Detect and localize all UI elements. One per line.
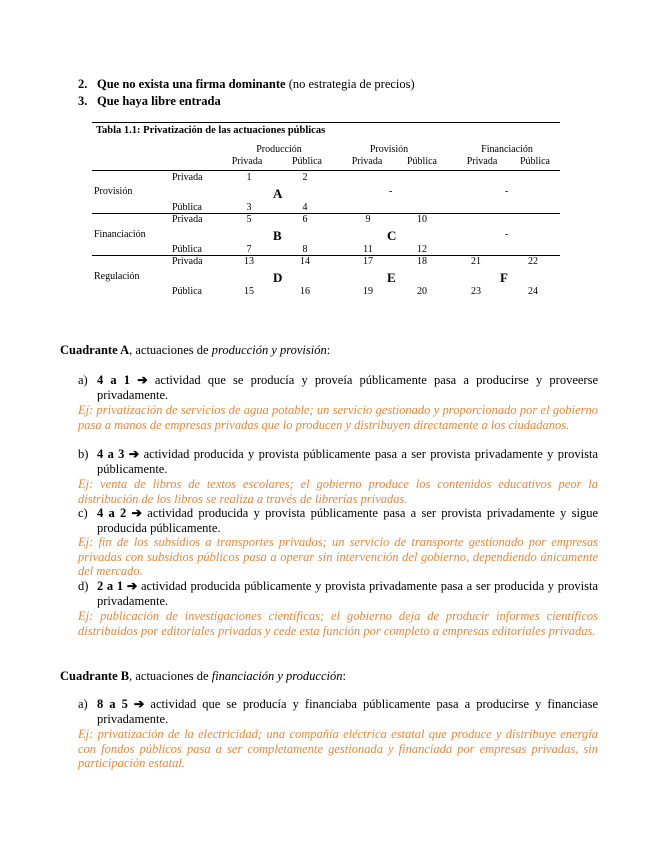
example-text: Ej: venta de libros de textos escolares; el gobierno produce los contenidos educativos peor la distribución de los libros se realiza a través de librerías privadas. xyxy=(78,477,598,506)
sub-col-privada: Privada xyxy=(351,156,383,167)
example-text: Ej: privatización de servicios de agua potable; un servicio gestionado y proporcionado por el gobierno pasa a manos de empresas privadas que lo producen y distribuyen directamente a los ciudadanos. xyxy=(78,403,598,432)
table-cell: 24 xyxy=(528,286,538,297)
arrow-icon: ➔ xyxy=(128,447,140,461)
condition-item xyxy=(78,76,415,93)
item-text: actividad que se producía y financiaba públicamente pasa a producirse y financiase privadamente. xyxy=(97,697,598,726)
item-label: a) xyxy=(78,373,88,387)
example-text: Ej: publicación de investigaciones científicas; el gobierno deja de producir informes científicos distribuidos por editoriales privadas y cede esta función por completo a empresas editoriales privadas. xyxy=(78,609,598,638)
conditions-list xyxy=(78,76,415,110)
quadrant-d-label: D xyxy=(273,270,283,285)
table-cell: 21 xyxy=(471,256,481,267)
item-label: b) xyxy=(78,447,89,461)
col-group-provision: Provisión xyxy=(369,144,409,155)
condition-number: 3. xyxy=(78,94,88,108)
sub-col-privada: Privada xyxy=(466,156,498,167)
privatization-table xyxy=(92,118,560,308)
item-code: 4 a 1 xyxy=(97,373,131,387)
table-cell: 22 xyxy=(528,256,538,267)
condition-item xyxy=(78,93,415,110)
table-cell: 6 xyxy=(302,214,308,225)
quadrant-f-label: F xyxy=(500,270,508,285)
item-label: c) xyxy=(78,506,88,520)
sub-row-publica: Pública xyxy=(172,286,202,297)
row-group-financiacion: Financiación xyxy=(94,229,146,240)
sub-col-publica: Pública xyxy=(520,156,550,167)
section-a-title: Cuadrante A xyxy=(60,343,130,357)
item-code: 4 a 3 xyxy=(97,447,125,461)
quadrant-e-label: E xyxy=(387,270,396,285)
row-group-provision: Provisión xyxy=(94,186,133,197)
sub-row-publica: Pública xyxy=(172,202,202,213)
table-cell: 15 xyxy=(244,286,254,297)
table-cell: 5 xyxy=(246,214,252,225)
item-text: actividad que se producía y proveía públicamente pasa a producirse y proveerse privadamente. xyxy=(97,373,598,402)
item-text: actividad producida y provista públicamente pasa a ser provista privadamente y sigue producida públicamente. xyxy=(97,506,599,535)
table-cell: 14 xyxy=(300,256,310,267)
sub-row-privada: Privada xyxy=(172,214,203,225)
col-group-produccion: Producción xyxy=(256,144,302,155)
section-b-heading xyxy=(60,669,346,684)
section-b-intro: , actuaciones de xyxy=(129,669,212,683)
list-item xyxy=(78,506,598,535)
list-item xyxy=(78,373,598,402)
item-code: 8 a 5 xyxy=(97,697,128,711)
table-cell: 12 xyxy=(417,244,427,255)
sub-col-publica: Pública xyxy=(407,156,437,167)
quadrant-a-label: A xyxy=(273,186,283,201)
table-cell: 18 xyxy=(417,256,427,267)
example-text: Ej: privatización de la electricidad; una compañía eléctrica estatal que produce y distribuye energía con fondos públicos pasa a ser completamente gestionada y financiada por empresas privadas, sin participación estatal. xyxy=(78,727,598,770)
table-cell: 17 xyxy=(363,256,373,267)
list-item xyxy=(78,697,598,726)
condition-bold: Que haya libre entrada xyxy=(97,94,221,108)
arrow-icon: ➔ xyxy=(126,579,138,593)
list-item xyxy=(78,447,598,476)
item-text: actividad producida y provista públicamente pasa a ser provista privadamente y provista públicamente. xyxy=(97,447,599,476)
item-code: 2 a 1 xyxy=(97,579,124,593)
table-cell: 7 xyxy=(246,244,252,255)
table-row-rule xyxy=(92,213,560,214)
sub-row-publica: Pública xyxy=(172,244,202,255)
sub-col-publica: Pública xyxy=(292,156,322,167)
arrow-icon: ➔ xyxy=(131,506,143,520)
section-b-italic: financiación y producción xyxy=(211,669,343,683)
item-label: d) xyxy=(78,579,89,593)
section-a-heading xyxy=(60,343,330,358)
example-text: Ej: fin de los subsidios a transportes privados; un servicio de transporte gestionado por empresas privadas con subsidios públicos pasa a operar sin intervención del gobierno, dependiendo únicamente del mercado. xyxy=(78,535,598,578)
arrow-icon: ➔ xyxy=(133,697,145,711)
empty-dash: - xyxy=(505,186,509,197)
table-header-rule xyxy=(92,170,560,171)
quadrant-b-label: B xyxy=(273,228,282,243)
table-cell: 8 xyxy=(302,244,308,255)
table-cell: 9 xyxy=(365,214,371,225)
section-a-italic: producción y provisión xyxy=(211,343,327,357)
section-b-title: Cuadrante B xyxy=(60,669,130,683)
table-title: Tabla 1.1: Privatización de las actuaciones públicas xyxy=(96,125,326,136)
condition-number: 2. xyxy=(78,77,88,91)
section-a-intro: , actuaciones de xyxy=(129,343,212,357)
empty-dash: - xyxy=(389,186,393,197)
list-item xyxy=(78,579,598,608)
table-cell: 4 xyxy=(302,202,308,213)
section-a-end: : xyxy=(326,343,331,357)
table-cell: 13 xyxy=(244,256,254,267)
table-cell: 23 xyxy=(471,286,481,297)
row-group-regulacion: Regulación xyxy=(94,271,140,282)
item-text: actividad producida públicamente y provista privadamente pasa a ser producida y provista privadamente. xyxy=(97,579,599,608)
table-cell: 10 xyxy=(417,214,427,225)
table-top-rule xyxy=(92,122,560,123)
table-cell: 2 xyxy=(302,172,308,183)
table-cell: 20 xyxy=(417,286,427,297)
table-cell: 1 xyxy=(246,172,252,183)
table-cell: 19 xyxy=(363,286,373,297)
item-code: 4 a 2 xyxy=(97,506,127,520)
section-b-end: : xyxy=(342,669,346,683)
condition-rest: (no estrategia de precios) xyxy=(285,77,415,91)
quadrant-c-label: C xyxy=(387,228,397,243)
item-label: a) xyxy=(78,697,88,711)
sub-row-privada: Privada xyxy=(172,256,203,267)
empty-dash: - xyxy=(505,229,509,240)
condition-bold: Que no exista una firma dominante xyxy=(97,77,286,91)
table-cell: 3 xyxy=(246,202,252,213)
table-cell: 16 xyxy=(300,286,310,297)
table-cell: 11 xyxy=(363,244,373,255)
sub-col-privada: Privada xyxy=(231,156,263,167)
col-group-financiacion: Financiación xyxy=(481,144,533,155)
arrow-icon: ➔ xyxy=(137,373,148,387)
sub-row-privada: Privada xyxy=(172,172,203,183)
